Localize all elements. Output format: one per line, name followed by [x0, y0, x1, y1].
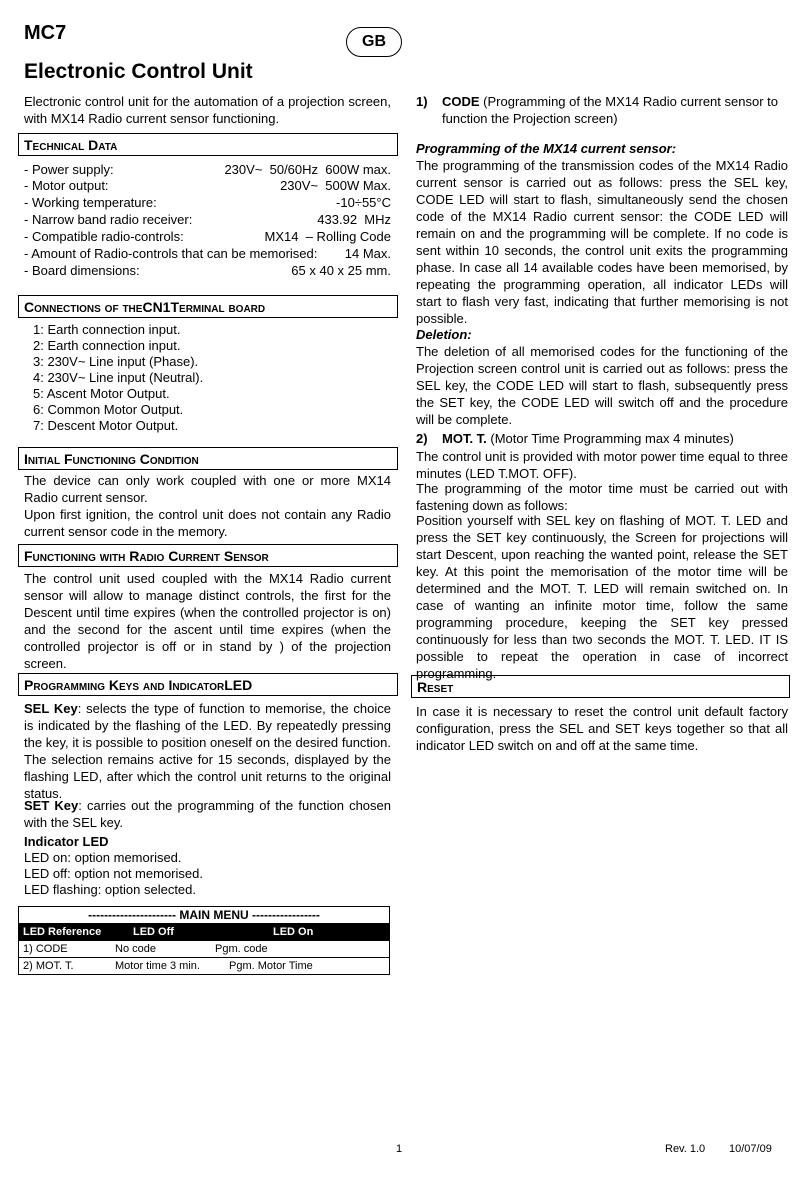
spec-row: - Power supply: 230V~ 50/60Hz 600W max. — [24, 162, 391, 177]
reset-text: In case it is necessary to reset the control unit default factory configuration, press the SEL and SET keys together so that all indicator LED switch on and off at the same time. — [416, 704, 788, 753]
column-header: LED On — [273, 926, 314, 938]
initial-condition-text-2: Upon first ignition, the control unit does not contain any Radio current sensor code in the memory. — [24, 507, 391, 539]
list-item: 3: 230V~ Line input (Phase). — [33, 354, 199, 369]
model-code: MC7 — [24, 22, 67, 44]
column-header: LED Reference — [23, 926, 102, 938]
mot-section-title: 2) MOT. T. (Motor Time Programming max 4 minutes) — [416, 431, 734, 446]
list-item: 1: Earth connection input. — [33, 322, 181, 337]
connections-heading: Connections of the CN1 Terminal board — [18, 295, 398, 318]
deletion-text: The deletion of all memorised codes for the functioning of the Projection screen control unit is carried out as follows: press the SEL key, the CODE LED will start to flash, subsequently press the SET key, the CODE LED will switch off and the procedure will be complete. — [416, 344, 788, 427]
list-item: 2: Earth connection input. — [33, 338, 181, 353]
deletion-heading: Deletion: — [416, 327, 472, 342]
spec-row: - Narrow band radio receiver: 433.92 MHz — [24, 212, 391, 227]
table-row: 1) CODE No code Pgm. code — [19, 941, 390, 958]
radio-sensor-text: The control unit used coupled with the MX14 Radio current sensor will allow to manage distinct controls, the first for the Descent until time expires (when the controlled projector is on) and the second for the ascent until time expires (when the controlled projector is off or in stand by ) of the projection screen. — [24, 571, 391, 671]
radio-sensor-heading: Functioning with Radio Current Sensor — [18, 544, 398, 567]
reset-heading: Reset — [411, 675, 790, 698]
initial-condition-heading: Initial Functioning Condition — [18, 447, 398, 470]
technical-data-heading: Technical Data — [18, 133, 398, 156]
indicator-led-block — [24, 834, 391, 898]
list-item: 7: Descent Motor Output. — [33, 418, 179, 433]
list-item: 4: 230V~ Line input (Neutral). — [33, 370, 204, 385]
indicator-led-heading: Indicator LED — [24, 834, 109, 849]
spec-row: - Board dimensions: 65 x 40 x 25 mm. — [24, 263, 391, 278]
page-number: 1 — [396, 1143, 403, 1155]
document-title: Electronic Control Unit — [24, 60, 253, 83]
mot-text-2: The programming of the motor time must be carried out with fastening down as follows: — [416, 481, 788, 513]
technical-data-list — [24, 162, 391, 278]
initial-condition-text-1: The device can only work coupled with one or more MX14 Radio current sensor. — [24, 473, 391, 505]
programming-keys-heading: Programming Keys and Indicator LED — [18, 673, 398, 696]
list-item: 6: Common Motor Output. — [33, 402, 184, 417]
terminal-list — [33, 322, 373, 434]
spec-row: - Compatible radio-controls: MX14 – Rolling Code — [24, 229, 391, 244]
revision: Rev. 1.0 — [665, 1143, 706, 1155]
programming-heading: Programming of the MX14 current sensor: — [416, 141, 677, 156]
set-key-description: SET Key: carries out the programming of the function chosen with the SEL key. — [24, 798, 391, 830]
led-state-line: LED on: option memorised. — [24, 850, 182, 865]
main-menu-title: ---------------------- MAIN MENU ----------------- — [19, 907, 390, 924]
mot-text-3: Position yourself with SEL key on flashing of MOT. T. LED and press the SET key continuously, the Screen for projections will start Descent, upon reaching the wanted point, release the SET key. At this point the memorisation of the motor time will be determined and the MOT. T. LED will remain switched on. In case of wanting an infinite motor time, follow the same programming procedure, keeping the SET key pressed continuously for less than two seconds the MOT. T. LED. IT IS possible to repeat the operation in case of incorrect programming. — [416, 513, 788, 681]
spec-row: - Motor output: 230V~ 500W Max. — [24, 178, 391, 193]
table-row: 2) MOT. T. Motor time 3 min. Pgm. Motor Time — [19, 958, 390, 975]
code-section-title: 1) CODE (Programming of the MX14 Radio current sensor to function the Projection screen) — [416, 94, 778, 126]
list-item: 5: Ascent Motor Output. — [33, 386, 170, 401]
led-state-line: LED flashing: option selected. — [24, 882, 196, 897]
spec-row: - Amount of Radio-controls that can be memorised: 14 Max. — [24, 246, 391, 261]
column-header: LED Off — [133, 926, 174, 938]
led-state-line: LED off: option not memorised. — [24, 866, 203, 881]
programming-text: The programming of the transmission codes of the MX14 Radio current sensor is carried out as follows: press the SEL key, CODE LED will start to flash, simultaneously send the chosen code of the MX14 Radio current sensor: the CODE LED will remain on and the programming will be complete. If no code is sent within 10 seconds, the control unit exits the programming phase. In case all 14 available codes have been memorised, by repeating the programming operation, all indicator LEDs will start to flash very fast, indicating that further memorising is not possible. — [416, 158, 788, 326]
main-menu-table — [18, 906, 390, 975]
table-header-row — [19, 924, 390, 941]
spec-row: - Working temperature: -10÷55°C — [24, 195, 391, 210]
language-badge: GB — [346, 27, 402, 57]
mot-text-1: The control unit is provided with motor power time equal to three minutes (LED T.MOT. OFF). — [416, 449, 788, 481]
revision-date: 10/07/09 — [729, 1143, 772, 1155]
intro-paragraph: Electronic control unit for the automation of a projection screen, with MX14 Radio current sensor functioning. — [24, 94, 391, 126]
sel-key-description: SEL Key: selects the type of function to memorise, the choice is indicated by the flashing of the LED. By repeatedly pressing the key, it is possible to position oneself on the desired function. The selection remains active for 15 seconds, displayed by the flashing LED, after which the control unit returns to the original status. — [24, 701, 391, 801]
